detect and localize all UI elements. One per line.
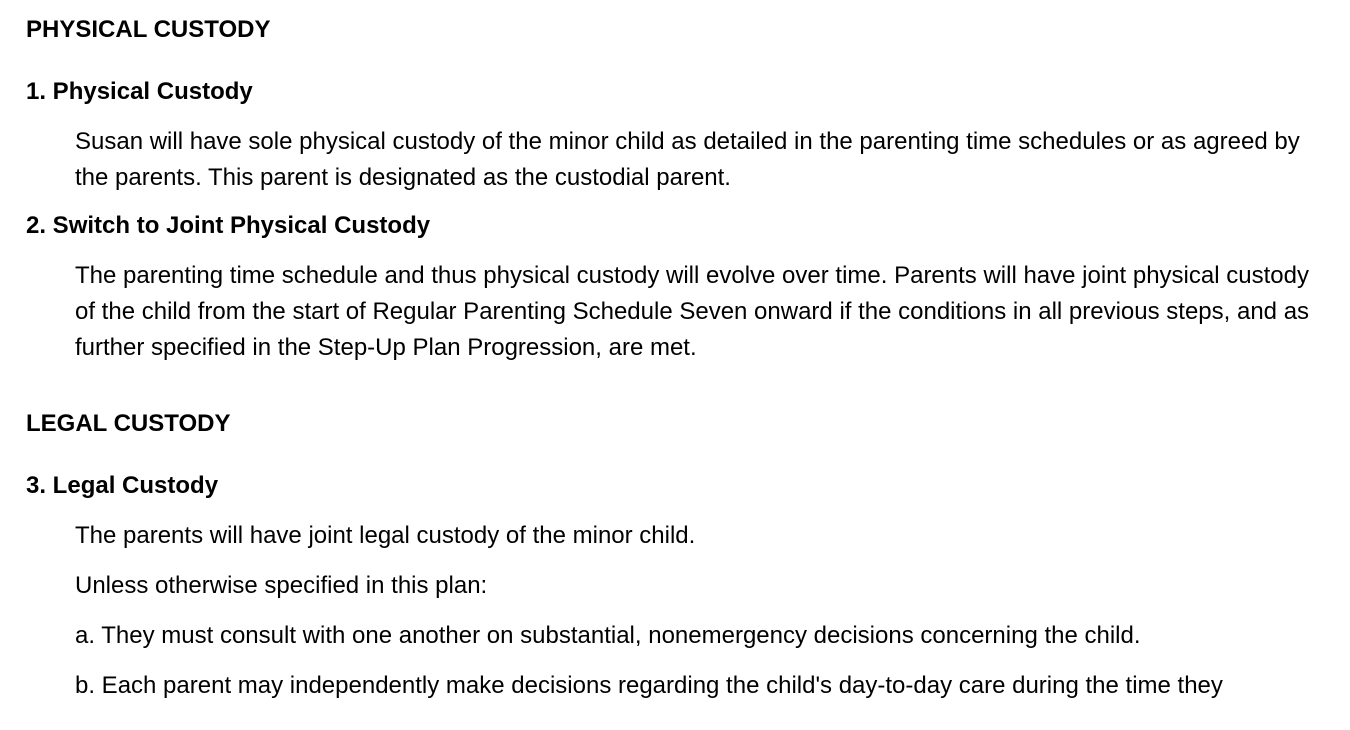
clause-title-physical-custody: 1. Physical Custody <box>26 78 253 105</box>
clause-text-joint-physical-custody: The parenting time schedule and thus physical custody will evolve over time. Parents will have joint physical custody of the child from the start of Regular Parenting Schedule Seven onward if the conditions in all previous steps, and as further specified in the Step-Up Plan Progression, are met. <box>75 262 1310 361</box>
clause-title-legal-custody: 3. Legal Custody <box>26 472 219 499</box>
section-heading-physical-custody: PHYSICAL CUSTODY <box>26 16 271 43</box>
list-item-a: a. They must consult with one another on substantial, nonemergency decisions concerning the child. <box>75 622 1141 649</box>
list-item-b: b. Each parent may independently make decisions regarding the child's day-to-day care during the time they <box>75 672 1223 699</box>
clause-text-physical-custody: Susan will have sole physical custody of the minor child as detailed in the parenting time schedules or as agreed by the parents. This parent is designated as the custodial parent. <box>75 128 1300 191</box>
clause-title-joint-physical-custody: 2. Switch to Joint Physical Custody <box>26 212 431 239</box>
clause-text-legal-custody: The parents will have joint legal custody of the minor child. <box>75 522 696 549</box>
section-heading-legal-custody: LEGAL CUSTODY <box>26 410 231 437</box>
clause-text-unless-specified: Unless otherwise specified in this plan: <box>75 572 488 599</box>
